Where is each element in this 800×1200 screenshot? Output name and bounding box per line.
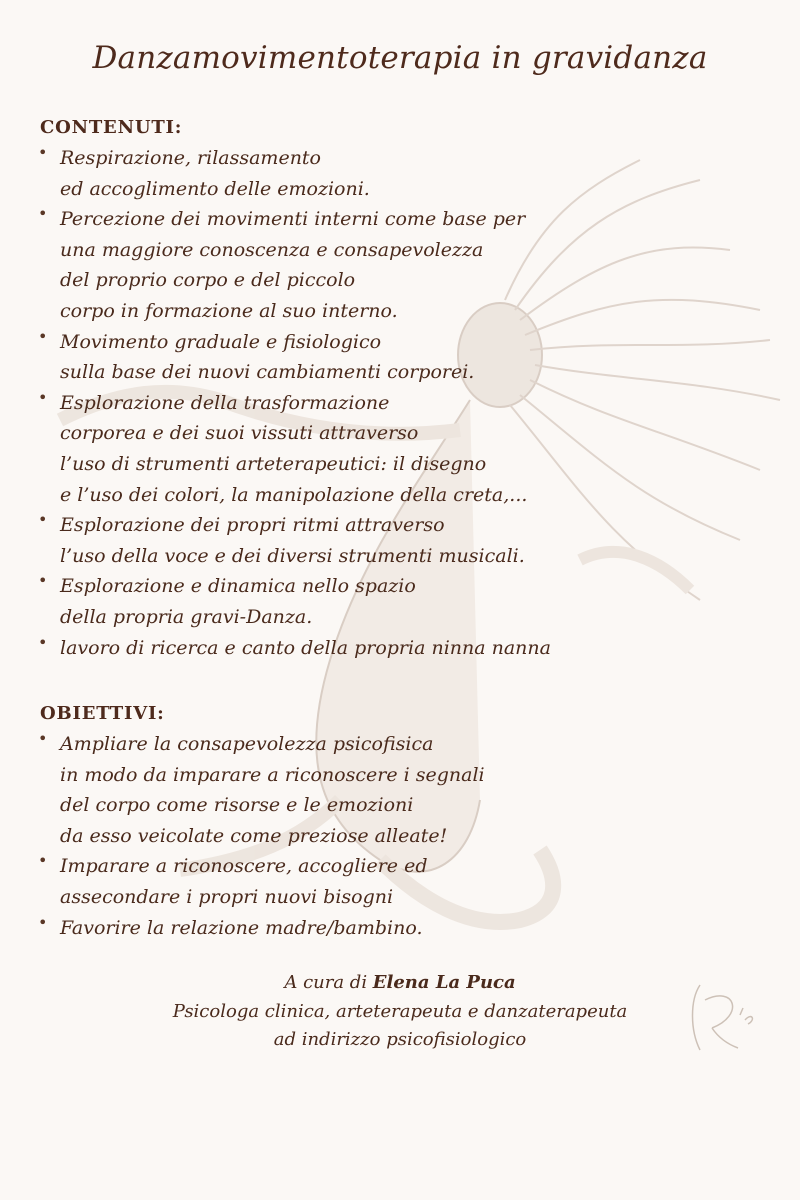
- list-item: • Movimento graduale e fisiologico sulla base dei nuovi cambiamenti corporei.: [38, 326, 475, 384]
- author-role: Psicologa clinica, arteterapeuta e danzaterapeuta: [172, 1001, 628, 1022]
- contenuti-heading: CONTENUTI:: [40, 117, 183, 138]
- list-item: • Esplorazione della trasformazione corporea e dei suoi vissuti attraverso l’uso di strumenti arteterapeutici: il disegno e l’uso dei colori, la manipolazione della creta,...: [38, 387, 528, 506]
- bullet-icon: •: [38, 571, 48, 591]
- list-item: • Favorire la relazione madre/bambino.: [38, 912, 423, 939]
- author-specialization: ad indirizzo psicofisiologico: [273, 1029, 527, 1050]
- obiettivi-heading: OBIETTIVI:: [40, 703, 165, 724]
- author-line: A cura di Elena La Puca: [284, 972, 516, 993]
- list-item: • Imparare a riconoscere, accogliere ed assecondare i propri nuovi bisogni: [38, 851, 428, 908]
- list-item: • Esplorazione e dinamica nello spazio della propria gravi-Danza.: [38, 571, 416, 628]
- list-item: • Ampliare la consapevolezza psicofisica in modo da imparare a riconoscere i segnali del corpo come risorse e le emozioni da esso veicolate come preziose alleate!: [38, 729, 485, 847]
- contenuti-list: [38, 143, 768, 663]
- bullet-icon: •: [38, 912, 48, 932]
- bullet-icon: •: [38, 143, 48, 162]
- list-item: • Percezione dei movimenti interni come base per una maggiore conoscenza e consapevolezza del proprio corpo e del piccolo corpo in formazione al suo interno.: [38, 204, 526, 322]
- bullet-icon: •: [38, 729, 48, 748]
- credits: [0, 968, 800, 1054]
- list-item: • lavoro di ricerca e canto della propria ninna nanna: [38, 632, 551, 659]
- bullet-icon: •: [38, 632, 48, 652]
- bullet-icon: •: [38, 326, 48, 346]
- list-item: • Esplorazione dei propri ritmi attraverso l’uso della voce e dei diversi strumenti musicali.: [38, 510, 525, 567]
- bullet-icon: •: [38, 851, 48, 871]
- page-title: Danzamovimentoterapia in gravidanza: [92, 40, 708, 76]
- author-name: Elena La Puca: [372, 972, 516, 993]
- bullet-icon: •: [38, 387, 48, 407]
- list-item: • Respirazione, rilassamento ed accoglimento delle emozioni.: [38, 143, 370, 200]
- bullet-icon: •: [38, 204, 48, 224]
- obiettivi-list: [38, 729, 768, 943]
- bullet-icon: •: [38, 510, 48, 530]
